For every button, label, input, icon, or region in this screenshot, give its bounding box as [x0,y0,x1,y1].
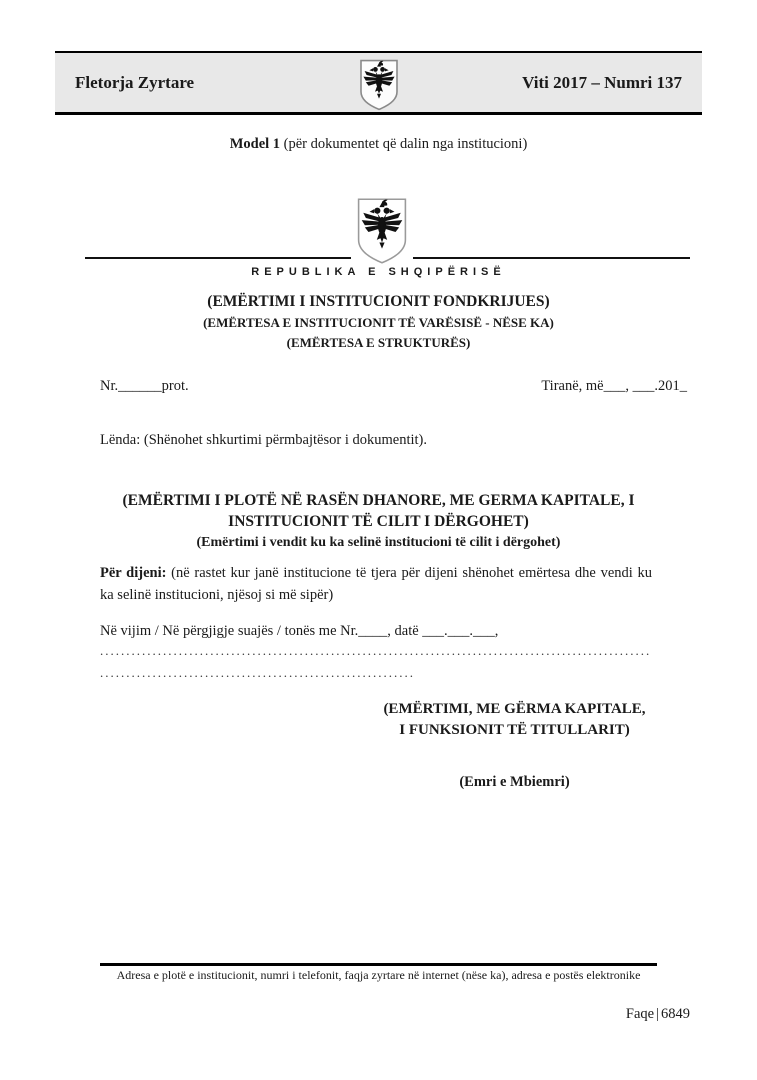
fyi-paragraph [100,562,652,606]
addressee-location-line: (Emërtimi i vendit ku ka selinë institucioni të cilit i dërgohet) [196,535,561,550]
letterhead-rule-left [85,257,351,259]
reference-row [100,378,687,395]
page-number [626,1006,690,1023]
model-caption-label: Model 1 [229,136,281,152]
protocol-number-field: Nr.______prot. [100,378,189,394]
signatory-name: (Emri e Mbiemri) [459,774,570,790]
signatory-title-line1: (EMËRTIMI, ME GËRMA KAPITALE, [383,701,646,717]
addressee-block [60,490,697,553]
addressee-heading-line1: (EMËRTIMI I PLOTË NË RASËN DHANORE, ME GERMA KAPITALE, I [122,492,635,509]
addressee-heading-line2: INSTITUCIONIT TË CILIT I DËRGOHET) [228,513,529,530]
gazette-header-band [55,51,702,115]
subject-line: Lënda: (Shënohet shkurtimi përmbajtësor i dokumentit). [100,432,427,448]
fyi-label: Për dijeni: [100,565,167,581]
albanian-eagle-crest-icon [359,58,399,112]
institution-dependency-heading: (EMËRTESA E INSTITUCIONIT TË VARËSISË - NËSE KA) [203,315,554,330]
gazette-issue: Viti 2017 – Numri 137 [522,72,682,92]
place-date-field: Tiranë, më___, ___.201_ [541,378,687,394]
gazette-title: Fletorja Zyrtare [75,72,195,92]
continuation-line: Në vijim / Në përgjigje suajës / tonës me Nr.____, datë ___.___.___, [100,623,499,639]
fyi-text: (në rastet kur janë institucione të tjera për dijeni shënohet emërtesa dhe vendi ku ka selinë institucioni, njësoj si më sipër) [100,565,652,603]
page-number-label: Faqe [625,1006,655,1022]
republic-title: REPUBLIKA E SHQIPËRISË [251,266,506,278]
albanian-eagle-emblem-icon [356,197,408,265]
model-caption-rest: (për dokumentet që dalin nga institucioni) [280,136,528,152]
letterhead-rule-right [413,257,690,259]
dotted-fill-line-1: ......................................................................................................... [100,643,652,658]
footer-rule [100,963,657,966]
signatory-title-line2: I FUNKSIONIT TË TITULLARIT) [399,722,630,738]
dotted-fill-line-2: ............................................................ [100,665,415,680]
model-caption [0,136,757,153]
institution-name-heading: (EMËRTIMI I INSTITUCIONIT FONDKRIJUES) [207,293,550,310]
signatory-title-block [342,699,687,741]
institution-letterhead [60,291,697,353]
page-number-value: 6849 [661,1006,690,1022]
page-number-separator: | [656,1006,659,1022]
institution-structure-heading: (EMËRTESA E STRUKTURËS) [286,335,471,350]
footer-address-line: Adresa e plotë e institucionit, numri i telefonit, faqja zyrtare në internet (nëse ka), adresa e postës elektronike [116,968,641,982]
